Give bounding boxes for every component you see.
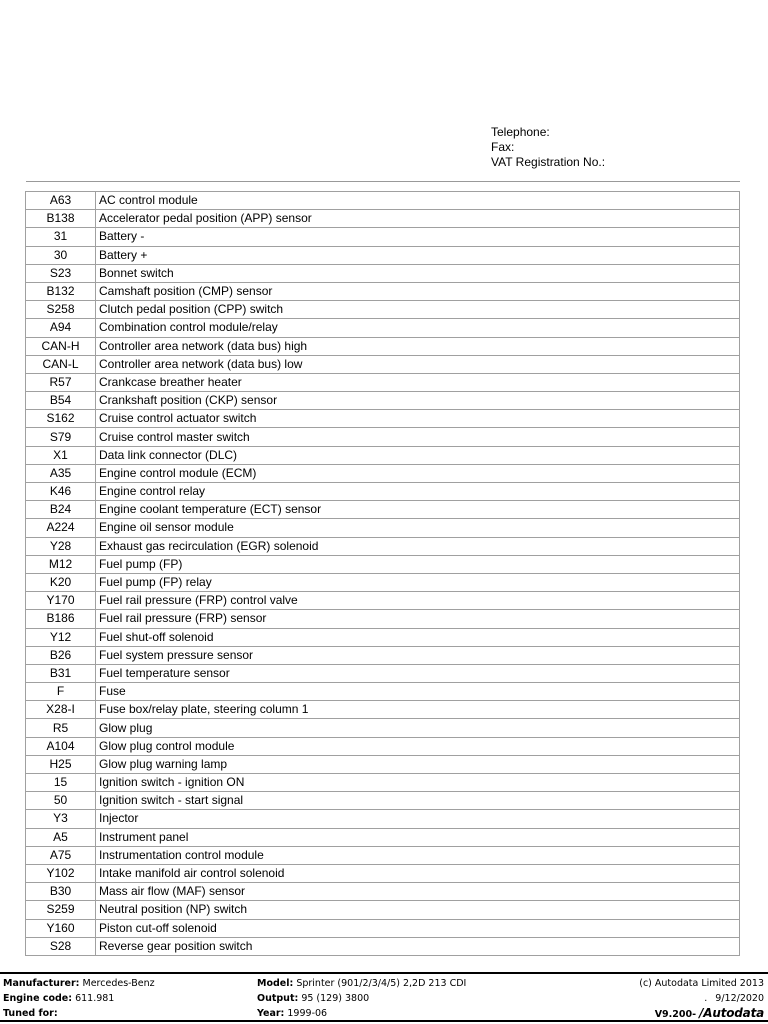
manufacturer-label: Manufacturer: — [3, 978, 80, 989]
component-code: A63 — [26, 192, 96, 210]
legend-row — [26, 792, 740, 810]
year-value: 1999-06 — [287, 1008, 328, 1019]
component-code: B31 — [26, 664, 96, 682]
component-description: Combination control module/relay — [96, 319, 740, 337]
output-value: 95 (129) 3800 — [301, 993, 370, 1004]
manufacturer-value: Mercedes-Benz — [82, 978, 155, 989]
component-description: Fuel shut-off solenoid — [96, 628, 740, 646]
component-code: Y3 — [26, 810, 96, 828]
legend-row — [26, 919, 740, 937]
component-description: Instrumentation control module — [96, 846, 740, 864]
component-code: 31 — [26, 228, 96, 246]
legend-row — [26, 592, 740, 610]
legend-body — [26, 192, 740, 956]
legend-row — [26, 774, 740, 792]
brand-line — [639, 1006, 764, 1022]
component-description: Ignition switch - start signal — [96, 792, 740, 810]
autodata-logo — [699, 1006, 764, 1020]
copyright-text: (c) Autodata Limited 2013 — [639, 978, 764, 989]
component-description: Controller area network (data bus) low — [96, 355, 740, 373]
component-description: Cruise control actuator switch — [96, 410, 740, 428]
legend-row — [26, 737, 740, 755]
legend-row — [26, 392, 740, 410]
legend-row — [26, 610, 740, 628]
component-description: Engine coolant temperature (ECT) sensor — [96, 501, 740, 519]
component-code: B30 — [26, 883, 96, 901]
component-code: B54 — [26, 392, 96, 410]
component-code: B132 — [26, 282, 96, 300]
component-description: Glow plug — [96, 719, 740, 737]
component-description: Exhaust gas recirculation (EGR) solenoid — [96, 537, 740, 555]
footer-right — [639, 976, 764, 1022]
output-label: Output: — [257, 993, 299, 1004]
legend-row — [26, 246, 740, 264]
legend-row — [26, 210, 740, 228]
brand-text: Autodata — [703, 1006, 764, 1020]
legend-row — [26, 373, 740, 391]
legend-row — [26, 883, 740, 901]
component-code: Y170 — [26, 592, 96, 610]
vat-label: VAT Registration No.: — [491, 155, 606, 169]
component-code: S79 — [26, 428, 96, 446]
component-description: Bonnet switch — [96, 264, 740, 282]
component-code: Y102 — [26, 864, 96, 882]
component-description: Cruise control master switch — [96, 428, 740, 446]
component-description: Mass air flow (MAF) sensor — [96, 883, 740, 901]
legend-row — [26, 937, 740, 955]
date-dot: . — [704, 993, 708, 1004]
component-code: X28-I — [26, 701, 96, 719]
legend-row — [26, 901, 740, 919]
component-code: B186 — [26, 610, 96, 628]
telephone-label: Telephone: — [491, 125, 550, 139]
component-description: AC control module — [96, 192, 740, 210]
component-code: K20 — [26, 573, 96, 591]
component-code: A224 — [26, 519, 96, 537]
component-code: A104 — [26, 737, 96, 755]
contact-block — [491, 125, 605, 170]
legend-row — [26, 410, 740, 428]
component-description: Fuel pump (FP) — [96, 555, 740, 573]
component-code: S162 — [26, 410, 96, 428]
header-divider — [26, 181, 740, 182]
version-text: V9.200- — [654, 1009, 697, 1020]
component-code: 30 — [26, 246, 96, 264]
engine-code-value: 611.981 — [75, 993, 115, 1004]
component-code: A94 — [26, 319, 96, 337]
component-description: Data link connector (DLC) — [96, 446, 740, 464]
year-line — [257, 1006, 466, 1021]
component-code: R5 — [26, 719, 96, 737]
legend-row — [26, 664, 740, 682]
component-description: Injector — [96, 810, 740, 828]
component-description: Piston cut-off solenoid — [96, 919, 740, 937]
component-description: Glow plug control module — [96, 737, 740, 755]
component-code: A35 — [26, 464, 96, 482]
component-code: CAN-L — [26, 355, 96, 373]
legend-row — [26, 228, 740, 246]
legend-row — [26, 464, 740, 482]
component-description: Battery + — [96, 246, 740, 264]
component-code: S258 — [26, 301, 96, 319]
legend-row — [26, 355, 740, 373]
component-description: Fuel rail pressure (FRP) sensor — [96, 610, 740, 628]
legend-row — [26, 282, 740, 300]
component-description: Fuel temperature sensor — [96, 664, 740, 682]
legend-row — [26, 846, 740, 864]
legend-row — [26, 719, 740, 737]
manufacturer-line — [3, 976, 155, 991]
component-code: A75 — [26, 846, 96, 864]
legend-row — [26, 628, 740, 646]
legend-row — [26, 573, 740, 591]
component-code: 50 — [26, 792, 96, 810]
component-code: X1 — [26, 446, 96, 464]
component-code: K46 — [26, 483, 96, 501]
component-code: Y160 — [26, 919, 96, 937]
component-code: 15 — [26, 774, 96, 792]
legend-row — [26, 555, 740, 573]
component-code: R57 — [26, 373, 96, 391]
component-description: Fuse box/relay plate, steering column 1 — [96, 701, 740, 719]
legend-row — [26, 501, 740, 519]
component-description: Crankcase breather heater — [96, 373, 740, 391]
legend-row — [26, 683, 740, 701]
component-description: Reverse gear position switch — [96, 937, 740, 955]
legend-row — [26, 755, 740, 773]
legend-row — [26, 646, 740, 664]
legend-row — [26, 337, 740, 355]
engine-code-label: Engine code: — [3, 993, 73, 1004]
component-description: Instrument panel — [96, 828, 740, 846]
component-description: Glow plug warning lamp — [96, 755, 740, 773]
print-date: 9/12/2020 — [715, 993, 764, 1004]
component-description: Fuse — [96, 683, 740, 701]
component-description: Controller area network (data bus) high — [96, 337, 740, 355]
component-description: Fuel rail pressure (FRP) control valve — [96, 592, 740, 610]
legend-row — [26, 428, 740, 446]
component-description: Crankshaft position (CKP) sensor — [96, 392, 740, 410]
year-label: Year: — [257, 1008, 285, 1019]
legend-row — [26, 519, 740, 537]
component-code: S28 — [26, 937, 96, 955]
component-description: Engine control module (ECM) — [96, 464, 740, 482]
output-line — [257, 991, 466, 1006]
component-description: Camshaft position (CMP) sensor — [96, 282, 740, 300]
footer-middle — [257, 976, 466, 1021]
component-description: Ignition switch - ignition ON — [96, 774, 740, 792]
tuned-for-label: Tuned for: — [3, 1008, 58, 1019]
engine-code-line — [3, 991, 155, 1006]
component-description: Intake manifold air control solenoid — [96, 864, 740, 882]
component-code: B138 — [26, 210, 96, 228]
component-code: H25 — [26, 755, 96, 773]
legend-row — [26, 701, 740, 719]
component-code: M12 — [26, 555, 96, 573]
model-label: Model: — [257, 978, 294, 989]
legend-row — [26, 192, 740, 210]
legend-row — [26, 537, 740, 555]
component-code: CAN-H — [26, 337, 96, 355]
legend-row — [26, 264, 740, 282]
tuned-for-line — [3, 1006, 155, 1021]
component-description: Engine oil sensor module — [96, 519, 740, 537]
legend-row — [26, 446, 740, 464]
component-description: Battery - — [96, 228, 740, 246]
component-code: B26 — [26, 646, 96, 664]
footer — [0, 972, 768, 1022]
component-code: F — [26, 683, 96, 701]
component-description: Engine control relay — [96, 483, 740, 501]
component-code: A5 — [26, 828, 96, 846]
footer-left — [3, 976, 155, 1021]
model-line — [257, 976, 466, 991]
legend-row — [26, 319, 740, 337]
date-line — [639, 991, 764, 1006]
component-code: S23 — [26, 264, 96, 282]
component-description: Neutral position (NP) switch — [96, 901, 740, 919]
component-code: Y28 — [26, 537, 96, 555]
component-description: Accelerator pedal position (APP) sensor — [96, 210, 740, 228]
component-code: S259 — [26, 901, 96, 919]
component-description: Clutch pedal position (CPP) switch — [96, 301, 740, 319]
component-code: Y12 — [26, 628, 96, 646]
legend-row — [26, 483, 740, 501]
component-legend-table — [25, 191, 740, 956]
logo-slash-icon: / — [699, 1006, 704, 1020]
component-description: Fuel system pressure sensor — [96, 646, 740, 664]
component-code: B24 — [26, 501, 96, 519]
legend-row — [26, 828, 740, 846]
model-value: Sprinter (901/2/3/4/5) 2,2D 213 CDI — [296, 978, 467, 989]
component-description: Fuel pump (FP) relay — [96, 573, 740, 591]
fax-label: Fax: — [491, 140, 515, 154]
legend-row — [26, 810, 740, 828]
legend-row — [26, 864, 740, 882]
legend-row — [26, 301, 740, 319]
